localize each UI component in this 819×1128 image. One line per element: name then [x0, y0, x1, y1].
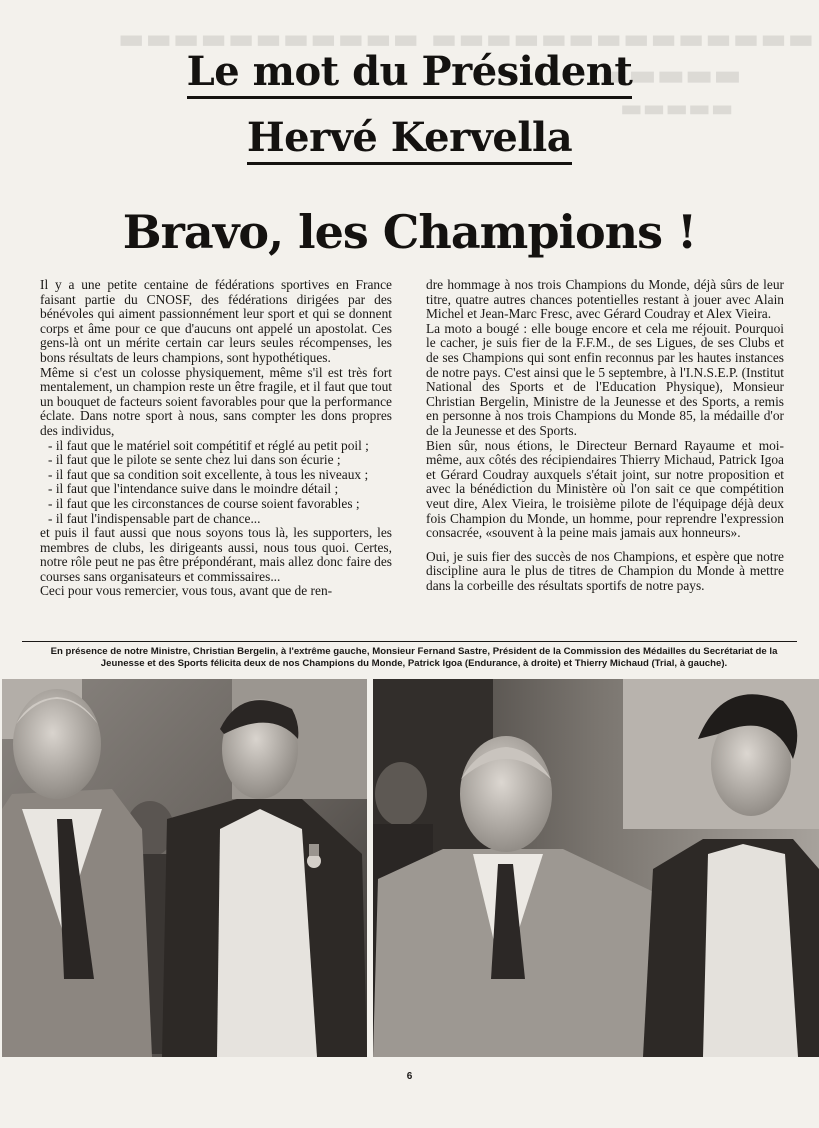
show-through-text: ▬▬▬▬▬▬▬▬▬▬▬ ▬▬▬▬▬▬▬▬▬▬▬▬▬▬	[118, 22, 816, 55]
photo-left-image	[2, 679, 367, 1057]
article-column-left	[40, 278, 392, 599]
paragraph: Il y a une petite centaine de fédérations sportives en France faisant partie du CNOSF, des fédérations dirigées par des bénévoles qui aiment passionnément leur sport et qui se donnent corps et âme pour ce que d'aucuns ont appelé un apostolat. Ces gens-là ont un mérite certain car leurs seules récompenses, les bons résultats de leurs champions, sont hypothétiques.	[40, 277, 392, 365]
article-column-right	[426, 278, 784, 593]
conditions-list	[40, 439, 392, 527]
caption-rule	[22, 641, 797, 642]
list-item: - il faut que le matériel soit compétitif et réglé au petit poil ;	[40, 439, 392, 454]
list-item: - il faut que sa condition soit excellente, à tous les niveaux ;	[40, 468, 392, 483]
headline: Bravo, les Champions !	[122, 205, 697, 259]
title-line-1: Le mot du Président	[0, 48, 819, 95]
paragraph: dre hommage à nos trois Champions du Monde, déjà sûrs de leur titre, quatre autres chances potentielles restant à jouer avec Alain Michel et Jean-Marc Fresc, avec Gérard Coudray et Alex Vieira.	[426, 277, 784, 322]
show-through-text: ▬▬▬▬▬	[600, 58, 742, 93]
paragraph: et puis il faut aussi que nous soyons tous là, les supporters, les membres de clubs, les dirigeants aussi, nous tous quoi. Certes, notre rôle peut ne pas être prépondérant, mais allez donc faire des courses sans organisateurs et commissaires...	[40, 525, 392, 584]
paragraph: La moto a bougé : elle bouge encore et cela me réjouit. Pourquoi le cacher, je suis fier de la F.F.M., de ses Ligues, de ses Clubs et de ses Champions qui sont enfin reconnus par les hautes instances de notre pays. C'est ainsi que le 5 septembre, à l'I.N.S.E.P. (Institut National des Sports et de l'Education Physique), Monsieur Christian Bergelin, Ministre de la Jeunesse et des Sports, a remis en personne à nos trois Champions du Monde 85, la médaille d'or de la Jeunesse et des Sports.	[426, 320, 784, 438]
list-item: - il faut que les circonstances de course soient favorables ;	[40, 497, 392, 512]
photo-caption: En présence de notre Ministre, Christian Bergelin, à l'extrême gauche, Monsieur Fernand Sastre, Président de la Commission des Médailles du Secrétariat de la Jeunesse et des Sports félicita deux de nos Champions du Monde, Patrick Igoa (Endurance, à droite) et Thierry Michaud (Trial, à gauche).	[50, 646, 778, 669]
list-item: - il faut que l'intendance suive dans le moindre détail ;	[40, 482, 392, 497]
photo-right-image	[373, 679, 819, 1057]
paragraph: Ceci pour vous remercier, vous tous, avant que de ren-	[40, 583, 333, 599]
list-item: - il faut l'indispensable part de chance...	[40, 512, 392, 527]
paragraph: Même si c'est un colosse physiquement, même s'il est très fort mentalement, un champion reste un être fragile, et il faut que tout un bouquet de facteurs soient favorables pour que la performance éclate. Dans notre sport à nous, sans compter les dons propres des individus,	[40, 364, 392, 438]
title-line-2: Hervé Kervella	[0, 114, 819, 161]
photo-right	[373, 679, 819, 1057]
photo-left	[2, 679, 367, 1057]
paragraph: Oui, je suis fier des succès de nos Champions, et espère que notre discipline aura le plus de titres de Champion du Monde à mettre dans la corbeille des résultats sportifs de notre pays.	[426, 548, 784, 593]
page-number: 6	[406, 1071, 413, 1082]
list-item: - il faut que le pilote se sente chez lui dans son écurie ;	[40, 453, 392, 468]
show-through-text: ▬▬▬▬▬	[620, 94, 734, 122]
paragraph: Bien sûr, nous étions, le Directeur Bernard Rayaume et moi-même, aux côtés des récipiendaires Thierry Michaud, Patrick Igoa et Gérard Coudray auxquels s'était joint, sur notre proposition et avec la bénédiction du Ministère où l'on sait ce que compétition veut dire, Alex Vieira, le troisième pilote de l'équipage déjà deux fois Champion du Monde, un homme, pour reprendre l'expression consacrée, «souvent à la peine mais jamais aux honneurs».	[426, 437, 784, 541]
